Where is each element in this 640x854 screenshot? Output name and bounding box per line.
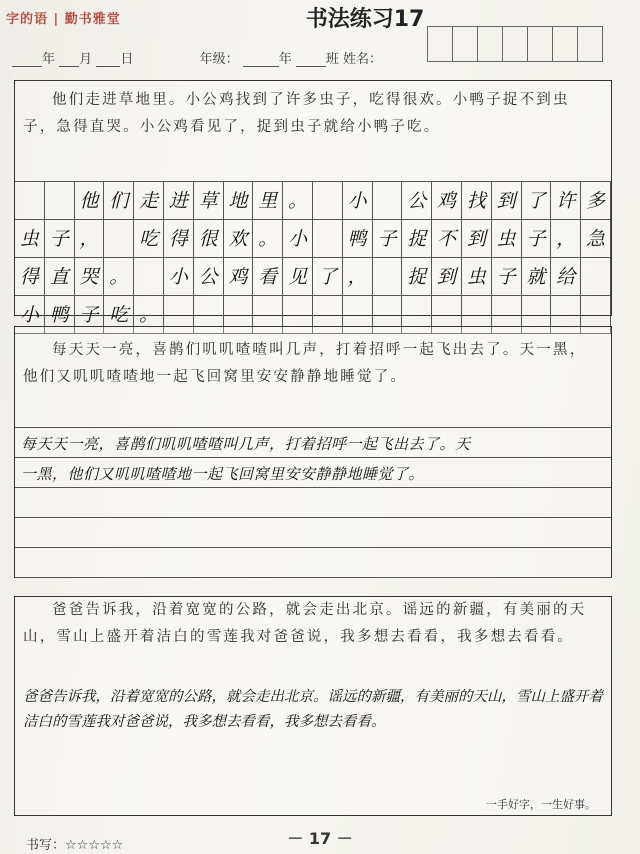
exercise-3-handwritten-text: 爸爸告诉我，沿着宽宽的公路，就会走出北京。谣远的新疆，有美丽的天山，雪山上盛开着洁白的雪莲我对爸爸说，我多想去看看，我多想去看看。 bbox=[23, 689, 603, 730]
exercise-1-model-text: 他们走进草地里。小公鸡找到了许多虫子，吃得很欢。小鸭子捉不到虫子，急得直哭。小公鸡看见了，捉到虫子就给小鸭子吃。 bbox=[23, 92, 570, 135]
exercise-3-model-text: 爸爸告诉我，沿着宽宽的公路，就会走出北京。谣远的新疆，有美丽的天山，雪山上盛开着洁白的雪莲我对爸爸说，我多想去看看，我多想去看看。 bbox=[23, 602, 587, 645]
grid-cell[interactable] bbox=[373, 258, 403, 296]
grid-cell[interactable]: 吃 bbox=[134, 220, 164, 258]
grid-cell[interactable]: 鸡 bbox=[224, 258, 254, 296]
grid-cell[interactable]: 欢 bbox=[224, 220, 254, 258]
grid-cell[interactable]: 哭 bbox=[75, 258, 105, 296]
grid-cell[interactable]: 许 bbox=[551, 182, 581, 220]
motto: 一手好字，一生好事。 bbox=[486, 798, 596, 811]
grid-cell[interactable]: 得 bbox=[15, 258, 45, 296]
grid-cell[interactable]: 公 bbox=[194, 258, 224, 296]
grid-cell[interactable]: 子 bbox=[75, 296, 105, 334]
grid-cell[interactable]: 鸭 bbox=[45, 296, 75, 334]
year-blank[interactable] bbox=[12, 52, 42, 67]
exercise-3 bbox=[14, 596, 612, 816]
page-title: 书法练习17 bbox=[305, 7, 425, 32]
grid-cell[interactable]: 草 bbox=[194, 182, 224, 220]
grid-cell[interactable]: 了 bbox=[522, 182, 552, 220]
exercise-2-writing-lines[interactable] bbox=[15, 427, 611, 578]
grid-cell[interactable]: 吃 bbox=[104, 296, 134, 334]
grid-cell[interactable]: 们 bbox=[104, 182, 134, 220]
grid-cell[interactable]: 小 bbox=[15, 296, 45, 334]
grid-cell[interactable]: 子 bbox=[45, 220, 75, 258]
info-line: 年 月 日 年级： 年 班 姓名： bbox=[12, 48, 382, 67]
grid-cell[interactable] bbox=[104, 220, 134, 258]
grid-cell[interactable]: 地 bbox=[224, 182, 254, 220]
exercise-2-model-text: 每天天一亮，喜鹊们叽叽喳喳叫几声，打着招呼一起飞出去了。天一黑，他们又叽叽喳喳地一起飞回窝里安安静静地睡觉了。 bbox=[23, 342, 587, 385]
month-blank[interactable] bbox=[59, 52, 79, 67]
grid-cell[interactable] bbox=[313, 182, 343, 220]
exercise-1 bbox=[14, 80, 612, 326]
grid-cell[interactable]: 。 bbox=[134, 296, 164, 334]
grid-cell[interactable]: 。 bbox=[104, 258, 134, 296]
grid-cell[interactable]: 小 bbox=[343, 182, 373, 220]
grid-cell[interactable]: 虫 bbox=[492, 220, 522, 258]
grid-cell[interactable]: 鸭 bbox=[343, 220, 373, 258]
grid-cell[interactable]: ， bbox=[75, 220, 105, 258]
grid-cell[interactable]: ， bbox=[343, 258, 373, 296]
grid-cell[interactable]: 到 bbox=[462, 220, 492, 258]
writing-line[interactable]: 每天天一亮，喜鹊们叽叽喳喳叫几声，打着招呼一起飞出去了。天 bbox=[15, 428, 611, 458]
grid-cell[interactable]: 虫 bbox=[462, 258, 492, 296]
grid-cell[interactable]: 公 bbox=[402, 182, 432, 220]
grid-cell[interactable]: 多 bbox=[581, 182, 611, 220]
grid-cell[interactable] bbox=[45, 182, 75, 220]
grid-cell[interactable]: 给 bbox=[551, 258, 581, 296]
writing-line[interactable]: 一黑，他们又叽叽喳喳地一起飞回窝里安安静静地睡觉了。 bbox=[15, 458, 611, 488]
grid-cell[interactable]: 。 bbox=[253, 220, 283, 258]
publisher-logo: 字的语 | 勤书雅堂 bbox=[6, 12, 121, 27]
writing-line[interactable] bbox=[15, 518, 611, 548]
grid-cell[interactable]: ， bbox=[551, 220, 581, 258]
grid-cell[interactable]: 子 bbox=[492, 258, 522, 296]
writing-line[interactable] bbox=[15, 548, 611, 578]
grid-cell[interactable] bbox=[313, 220, 343, 258]
grid-cell[interactable]: 子 bbox=[373, 220, 403, 258]
class-blank[interactable] bbox=[296, 52, 326, 67]
grid-cell[interactable] bbox=[134, 258, 164, 296]
exercise-2 bbox=[14, 326, 612, 578]
grid-cell[interactable]: 里 bbox=[253, 182, 283, 220]
grid-cell[interactable]: 捉 bbox=[402, 258, 432, 296]
grid-cell[interactable]: 子 bbox=[522, 220, 552, 258]
grid-cell[interactable]: 到 bbox=[492, 182, 522, 220]
grid-cell[interactable]: 就 bbox=[522, 258, 552, 296]
grid-cell[interactable]: 找 bbox=[462, 182, 492, 220]
grid-cell[interactable]: 小 bbox=[283, 220, 313, 258]
page-number: － 17 － bbox=[287, 829, 353, 848]
grid-cell[interactable] bbox=[15, 182, 45, 220]
grid-cell[interactable]: 得 bbox=[164, 220, 194, 258]
grid-cell[interactable]: 。 bbox=[283, 182, 313, 220]
exercise-1-writing-grid[interactable] bbox=[15, 181, 611, 334]
rating bbox=[26, 834, 123, 853]
grid-cell[interactable]: 进 bbox=[164, 182, 194, 220]
grid-cell[interactable]: 很 bbox=[194, 220, 224, 258]
name-boxes[interactable] bbox=[428, 26, 603, 62]
grid-cell[interactable]: 到 bbox=[432, 258, 462, 296]
grid-cell[interactable]: 见 bbox=[283, 258, 313, 296]
grid-cell[interactable]: 不 bbox=[432, 220, 462, 258]
grid-cell[interactable]: 急 bbox=[581, 220, 611, 258]
grid-cell[interactable] bbox=[581, 258, 611, 296]
writing-line[interactable] bbox=[15, 488, 611, 518]
grid-cell[interactable]: 小 bbox=[164, 258, 194, 296]
grid-cell[interactable] bbox=[373, 182, 403, 220]
grid-cell[interactable]: 走 bbox=[134, 182, 164, 220]
grade-blank[interactable] bbox=[243, 52, 279, 67]
grid-cell[interactable]: 他 bbox=[75, 182, 105, 220]
grid-cell[interactable]: 虫 bbox=[15, 220, 45, 258]
grid-cell[interactable]: 捉 bbox=[402, 220, 432, 258]
day-blank[interactable] bbox=[96, 52, 120, 67]
grid-cell[interactable]: 直 bbox=[45, 258, 75, 296]
rating-stars[interactable]: ☆☆☆☆☆ bbox=[65, 838, 124, 853]
rating-label: 书写： bbox=[26, 838, 66, 853]
grid-cell[interactable]: 了 bbox=[313, 258, 343, 296]
grid-cell[interactable]: 鸡 bbox=[432, 182, 462, 220]
grid-cell[interactable]: 看 bbox=[253, 258, 283, 296]
